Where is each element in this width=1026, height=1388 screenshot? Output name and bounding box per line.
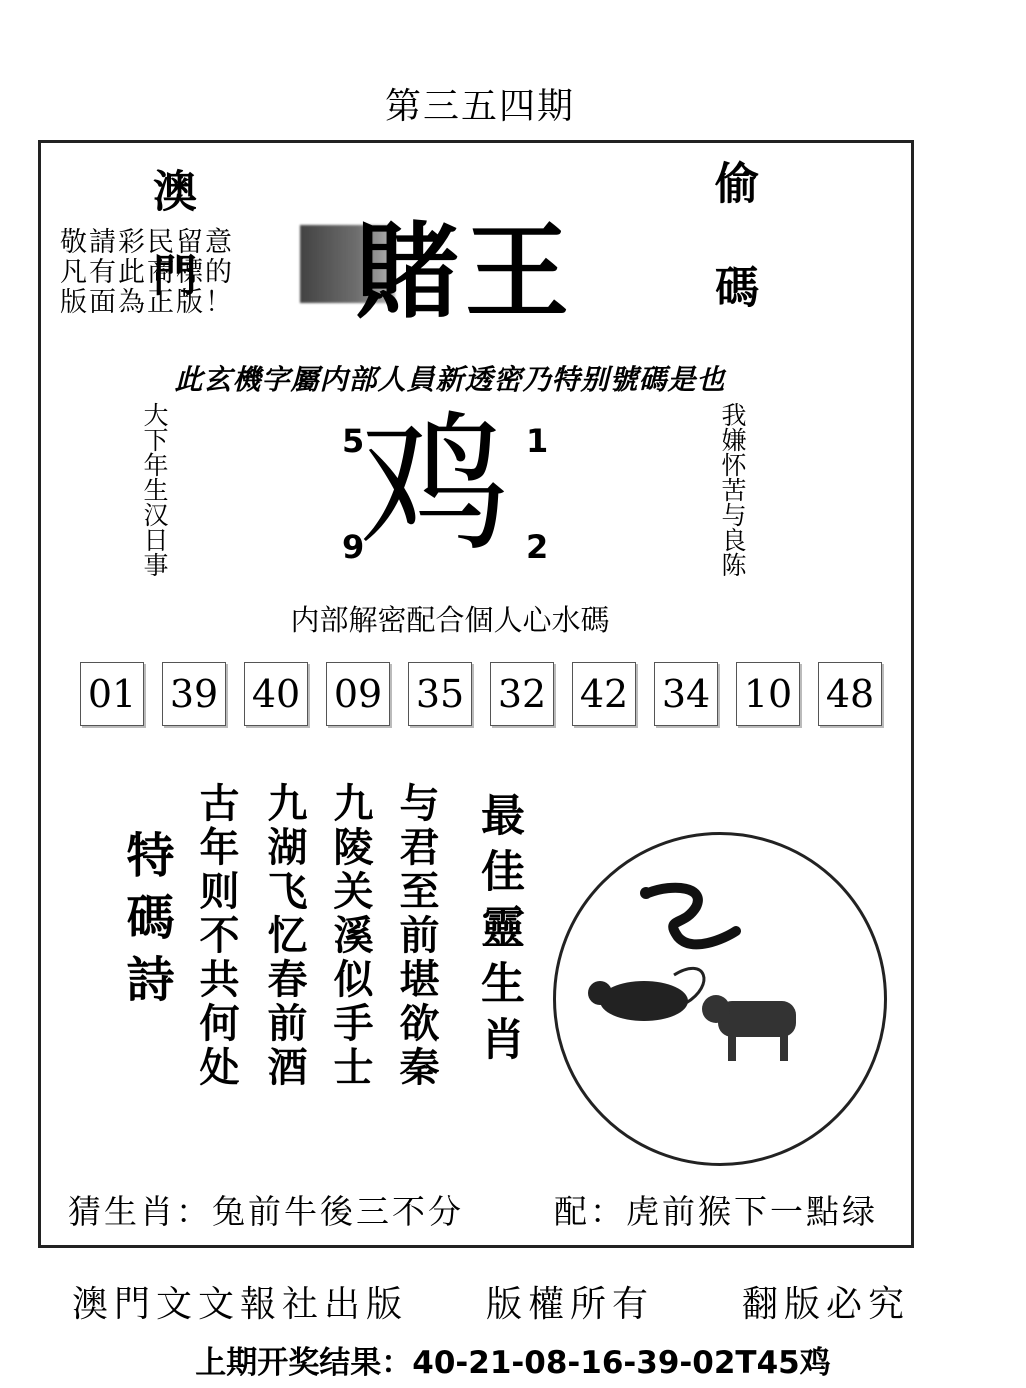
zodiac-character: 鸡	[360, 398, 511, 572]
notice-line: 版面為正版！	[60, 287, 234, 318]
number-box: 35	[408, 662, 472, 726]
copyright-notice: 版權所有	[486, 1284, 655, 1325]
masthead-title: 賭王	[355, 211, 576, 333]
corner-digit-top-left: 5	[342, 422, 365, 460]
number-boxes	[80, 662, 880, 732]
number-box: 34	[654, 662, 718, 726]
poem-column: 古年则不共何处	[193, 782, 239, 1090]
issue-number: 第三五四期	[384, 86, 575, 127]
corner-digit-bottom-left: 9	[342, 528, 365, 566]
riddle-right-vertical: 我嫌怀苦与良陈	[718, 402, 747, 577]
ox-icon	[702, 995, 796, 1061]
number-box: 39	[162, 662, 226, 726]
number-box: 32	[490, 662, 554, 726]
poem-column: 九湖飞忆春前酒	[261, 782, 307, 1090]
poem-column: 与君至前堪欲秦	[393, 782, 439, 1090]
masthead-right-vertical: 偷碼	[707, 160, 758, 368]
rat-icon	[588, 968, 704, 1021]
guess-zodiac-hint: 猜生肖：兔前牛後三不分	[68, 1192, 464, 1231]
corner-digit-bottom-right: 2	[526, 528, 549, 566]
match-hint: 配：虎前猴下一點绿	[554, 1192, 878, 1231]
genuine-notice	[60, 228, 290, 318]
snake-icon	[640, 887, 736, 944]
last-draw-result: 上期开奖结果：40-21-08-16-39-02T45鸡	[195, 1345, 831, 1381]
notice-line: 凡有此商標的	[60, 257, 234, 288]
number-box: 10	[736, 662, 800, 726]
animal-illustrations	[556, 835, 884, 1163]
number-box: 09	[326, 662, 390, 726]
secret-banner: 此玄機字屬内部人員新透密乃特别號碼是也	[174, 363, 726, 396]
zodiac-illustration-circle	[553, 832, 887, 1166]
publisher-credit: 澳門文文報社出版	[72, 1284, 409, 1325]
poem-title: 特碼詩	[118, 830, 174, 1016]
number-box: 01	[80, 662, 144, 726]
riddle-left-vertical: 大下年生汉日事	[140, 402, 169, 577]
piracy-warning: 翻版必究	[742, 1284, 911, 1325]
notice-line: 敬請彩民留意	[60, 227, 234, 258]
masthead-left-vertical: 澳門	[145, 168, 196, 336]
number-box: 48	[818, 662, 882, 726]
corner-digit-top-right: 1	[526, 422, 549, 460]
number-box: 42	[572, 662, 636, 726]
poem-column: 九陵关溪似手士	[327, 782, 373, 1090]
best-zodiac-label: 最佳靈生肖	[473, 792, 524, 1072]
number-box: 40	[244, 662, 308, 726]
decode-caption: 内部解密配合個人心水碼	[290, 603, 610, 637]
